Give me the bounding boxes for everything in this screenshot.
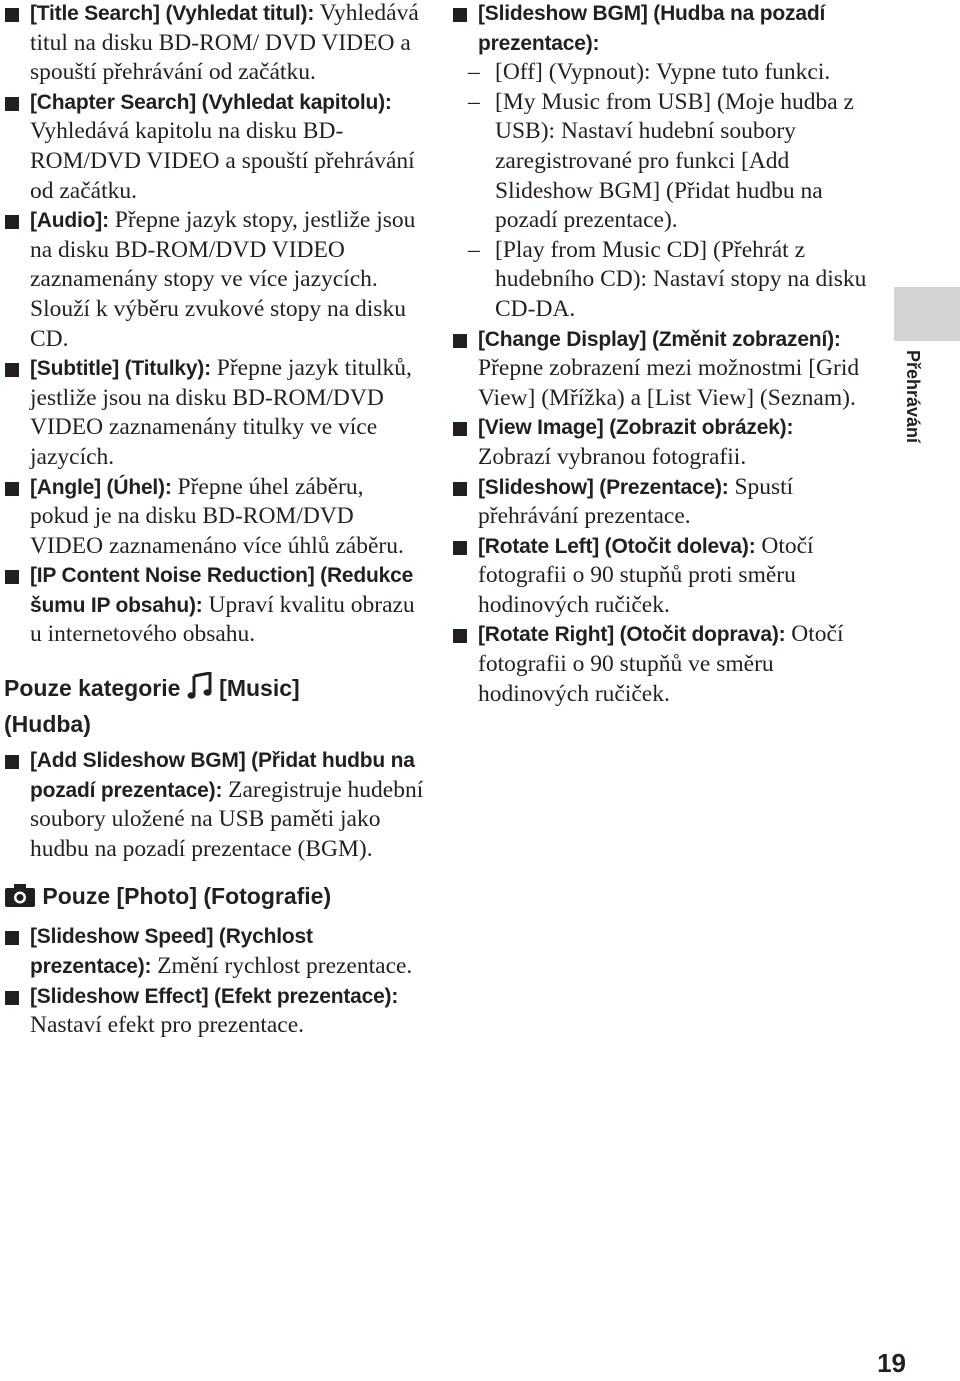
- bullet-icon: [453, 334, 467, 348]
- bullet-icon: [453, 8, 467, 22]
- sub-option: – [Play from Music CD] (Přehrát z hudebního CD): Nastaví stopy na disku CD-DA.: [468, 236, 867, 322]
- list-item: [Chapter Search] (Vyhledat kapitolu): Vyhledává kapitolu na disku BD-ROM/DVD VIDEO a spouští přehrávání od začátku.: [4, 88, 424, 206]
- right-column: [452, 0, 872, 709]
- photo-items: [4, 922, 424, 1040]
- list-item: [Slideshow] (Prezentace): Spustí přehrávání prezentace.: [452, 473, 872, 532]
- list-item: [Rotate Left] (Otočit doleva): Otočí fotografii o 90 stupňů proti směru hodinových ručiček.: [452, 532, 872, 621]
- list-item: [Slideshow BGM] (Hudba na pozadí prezentace):: [452, 0, 872, 58]
- sub-option: – [My Music from USB] (Moje hudba z USB): Nastaví hudební soubory zaregistrované pro funkci [Add Slideshow BGM] (Přidat hudbu na pozadí prezentace).: [468, 88, 854, 234]
- dash-icon: –: [468, 88, 480, 115]
- bullet-icon: [5, 8, 19, 22]
- bullet-icon: [453, 482, 467, 496]
- bullet-icon: [5, 755, 19, 769]
- left-items: [4, 0, 424, 650]
- list-item: [IP Content Noise Reduction] (Redukce šumu IP obsahu): Upraví kvalitu obrazu u internetového obsahu.: [4, 561, 424, 650]
- list-item: [Slideshow Speed] (Rychlost prezentace): Změní rychlost prezentace.: [4, 922, 424, 981]
- bullet-icon: [453, 541, 467, 555]
- section-tab-label: Přehrávání: [903, 350, 923, 444]
- list-item: [Slideshow Effect] (Efekt prezentace): Nastaví efekt pro prezentace.: [4, 982, 424, 1041]
- section-tab: [894, 287, 960, 341]
- list-item: [Add Slideshow BGM] (Přidat hudbu na pozadí prezentace): Zaregistruje hudební soubory uložené na USB paměti jako hudbu na pozadí prezentace (BGM).: [4, 746, 424, 864]
- bullet-icon: [5, 482, 19, 496]
- music-section-heading: Pouze kategorie [Music] (Hudba): [4, 672, 334, 740]
- dash-icon: –: [468, 236, 480, 263]
- bullet-icon: [5, 931, 19, 945]
- music-items: [4, 746, 424, 864]
- bullet-icon: [5, 363, 19, 377]
- camera-icon: [4, 882, 36, 916]
- bullet-icon: [5, 570, 19, 584]
- left-column: [4, 0, 424, 1041]
- page-number: 19: [877, 1348, 906, 1378]
- list-item: [Change Display] (Změnit zobrazení): Přepne zobrazení mezi možnostmi [Grid View] (Mřížka) a [List View] (Seznam).: [452, 325, 872, 414]
- bullet-icon: [453, 422, 467, 436]
- list-item: [Subtitle] (Titulky): Přepne jazyk titulků, jestliže jsou na disku BD-ROM/DVD VIDEO zaznamenány titulky ve více jazycích.: [4, 354, 424, 472]
- list-item: [Angle] (Úhel): Přepne úhel záběru, pokud je na disku BD-ROM/DVD VIDEO zaznamenáno více úhlů záběru.: [4, 473, 424, 562]
- bullet-icon: [5, 97, 19, 111]
- bullet-icon: [5, 215, 19, 229]
- list-item: [Title Search] (Vyhledat titul): Vyhledává titul na disku BD-ROM/ DVD VIDEO a spouští přehrávání od začátku.: [4, 0, 424, 88]
- photo-section-heading: Pouze [Photo] (Fotografie): [4, 880, 424, 916]
- bullet-icon: [453, 629, 467, 643]
- sub-option: – [Off] (Vypnout): Vypne tuto funkci.: [452, 58, 872, 88]
- list-item: [Audio]: Přepne jazyk stopy, jestliže jsou na disku BD-ROM/DVD VIDEO zaznamenány stopy ve více jazycích. Slouží k výběru zvukové stopy na disku CD.: [4, 206, 424, 354]
- dash-icon: –: [468, 59, 480, 86]
- list-item: [View Image] (Zobrazit obrázek): Zobrazí vybranou fotografii.: [452, 413, 872, 472]
- list-item: [Rotate Right] (Otočit doprava): Otočí fotografii o 90 stupňů ve směru hodinových ručiček.: [452, 620, 872, 709]
- music-note-icon: [187, 672, 213, 708]
- right-items: [452, 0, 872, 709]
- bullet-icon: [5, 991, 19, 1005]
